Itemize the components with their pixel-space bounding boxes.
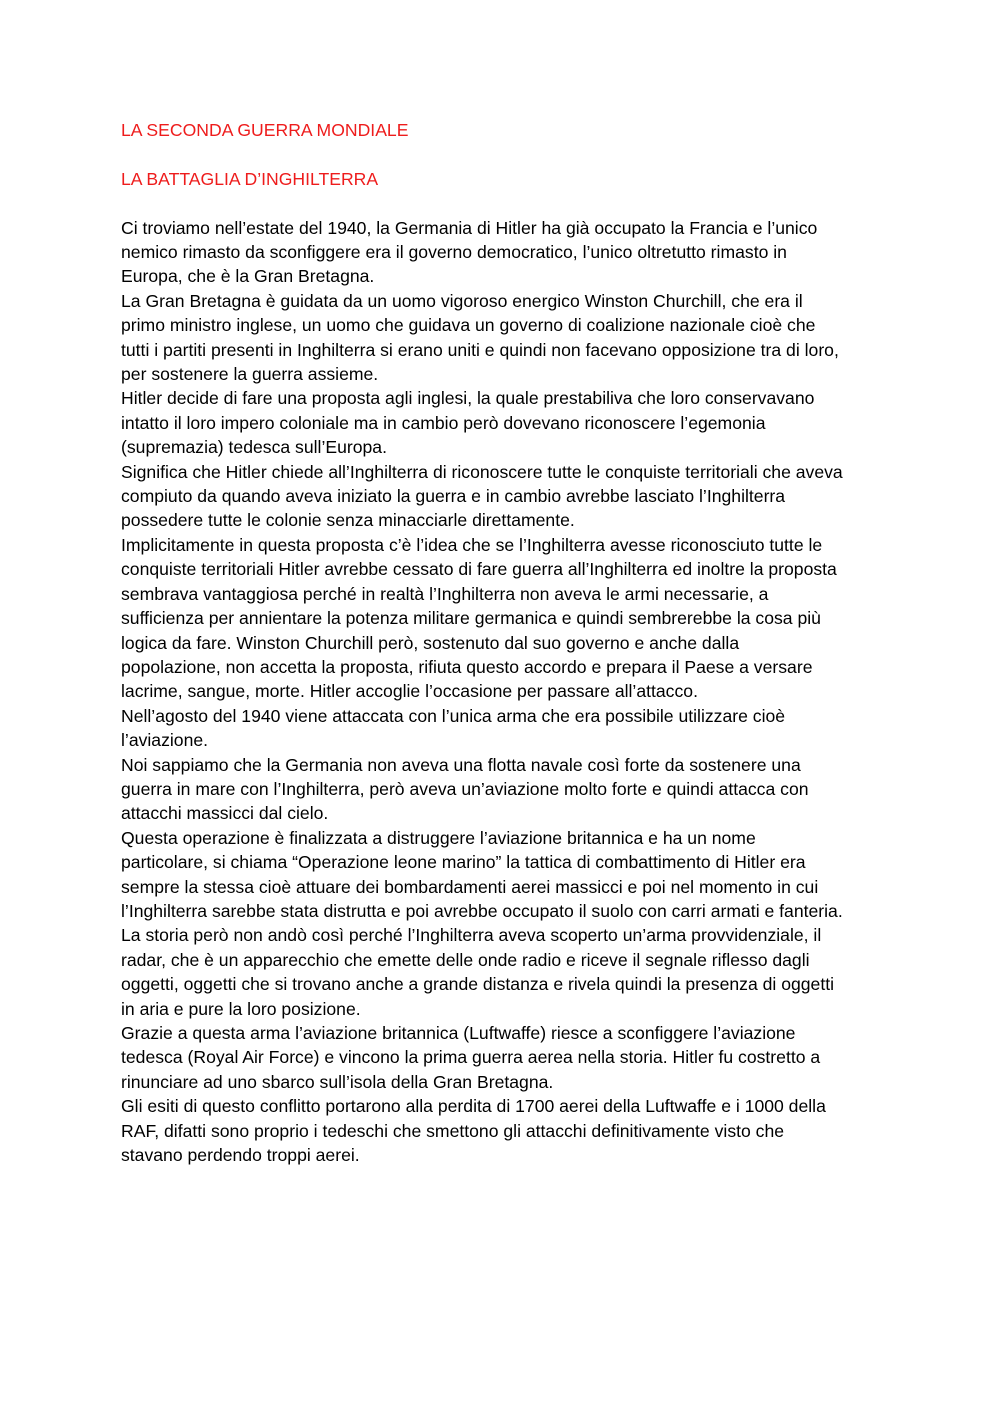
body-text-line: per sostenere la guerra assieme.	[121, 364, 379, 385]
body-text-line: l’aviazione.	[121, 730, 209, 751]
body-text-line: Questa operazione è finalizzata a distruggere l’aviazione britannica e ha un nome	[121, 827, 756, 848]
body-text-line: lacrime, sangue, morte. Hitler accoglie l’occasione per passare all’attacco.	[121, 681, 698, 702]
body-text-line: (supremazia) tedesca sull’Europa.	[121, 437, 387, 458]
body-text-line: RAF, difatti sono proprio i tedeschi che smettono gli attacchi definitivamente visto che	[121, 1120, 785, 1141]
body-text-line: Hitler decide di fare una proposta agli inglesi, la quale prestabiliva che loro conservavano	[121, 388, 815, 409]
body-text-line: tedesca (Royal Air Force) e vincono la prima guerra aerea nella storia. Hitler fu costretto a	[121, 1047, 821, 1068]
body-text-line: primo ministro inglese, un uomo che guidava un governo di coalizione nazionale cioè che	[121, 315, 816, 336]
body-text-line: Nell’agosto del 1940 viene attaccata con l’unica arma che era possibile utilizzare cioè	[121, 705, 786, 726]
document-content	[121, 118, 886, 1167]
body-text-line: compiuto da quando aveva iniziato la guerra e in cambio avrebbe lasciato l’Inghilterra	[121, 486, 786, 507]
body-text-line: guerra in mare con l’Inghilterra, però aveva un’aviazione molto forte e quindi attacca con	[121, 778, 809, 799]
body-text-line: popolazione, non accetta la proposta, rifiuta questo accordo e prepara il Paese a versare	[121, 656, 813, 677]
body-text-line: Gli esiti di questo conflitto portarono alla perdita di 1700 aerei della Luftwaffe e i 1000 della	[121, 1096, 826, 1117]
document-body	[121, 216, 886, 1168]
body-text-line: rinunciare ad uno sbarco sull’isola della Gran Bretagna.	[121, 1071, 554, 1092]
body-text-line: in aria e pure la loro posizione.	[121, 998, 361, 1019]
body-text-line: logica da fare. Winston Churchill però, sostenuto dal suo governo e anche dalla	[121, 632, 740, 653]
body-text-line: tutti i partiti presenti in Inghilterra si erano uniti e quindi non facevano opposizione tra di loro,	[121, 339, 839, 360]
body-text-line: sembrava vantaggiosa perché in realtà l’Inghilterra non aveva le armi necessarie, a	[121, 583, 769, 604]
body-text-line: particolare, si chiama “Operazione leone marino” la tattica di combattimento di Hitler era	[121, 852, 806, 873]
body-text-line: Ci troviamo nell’estate del 1940, la Germania di Hitler ha già occupato la Francia e l’unico	[121, 217, 818, 238]
body-text-line: radar, che è un apparecchio che emette delle onde radio e riceve il segnale riflesso dagli	[121, 949, 810, 970]
document-title: LA SECONDA GUERRA MONDIALE	[121, 120, 409, 140]
body-text-line: Noi sappiamo che la Germania non aveva una flotta navale così forte da sostenere una	[121, 754, 801, 775]
body-text-line: Europa, che è la Gran Bretagna.	[121, 266, 375, 287]
body-text-line: intatto il loro impero coloniale ma in cambio però dovevano riconoscere l’egemonia	[121, 412, 766, 433]
body-text-line: Implicitamente in questa proposta c’è l’idea che se l’Inghilterra avesse riconosciuto tutte le	[121, 534, 823, 555]
body-text-line: attacchi massicci dal cielo.	[121, 803, 329, 824]
body-text-line: stavano perdendo troppi aerei.	[121, 1145, 360, 1166]
body-text-line: conquiste territoriali Hitler avrebbe cessato di fare guerra all’Inghilterra ed inoltre la proposta	[121, 559, 837, 580]
body-text-line: oggetti, oggetti che si trovano anche a grande distanza e rivela quindi la presenza di oggetti	[121, 974, 835, 995]
body-text-line: sempre la stessa cioè attuare dei bombardamenti aerei massicci e poi nel momento in cui	[121, 876, 819, 897]
document-subtitle: LA BATTAGLIA D’INGHILTERRA	[121, 168, 379, 189]
body-text-line: Significa che Hitler chiede all’Inghilterra di riconoscere tutte le conquiste territoriali che aveva	[121, 461, 843, 482]
body-text-line: La storia però non andò così perché l’Inghilterra aveva scoperto un’arma provvidenziale, il	[121, 925, 822, 946]
body-text-line: possedere tutte le colonie senza minacciarle direttamente.	[121, 510, 575, 531]
body-text-line: Grazie a questa arma l’aviazione britannica (Luftwaffe) riesce a sconfiggere l’aviazione	[121, 1023, 796, 1043]
body-text-line: sufficienza per annientare la potenza militare germanica e quindi sembrerebbe la cosa più	[121, 608, 821, 629]
body-text-line: La Gran Bretagna è guidata da un uomo vigoroso energico Winston Churchill, che era il	[121, 290, 803, 311]
body-text-line: l’Inghilterra sarebbe stata distrutta e poi avrebbe occupato il suolo con carri armati e fanteria.	[121, 900, 843, 921]
body-text-line: nemico rimasto da sconfiggere era il governo democratico, l’unico oltretutto rimasto in	[121, 242, 787, 262]
